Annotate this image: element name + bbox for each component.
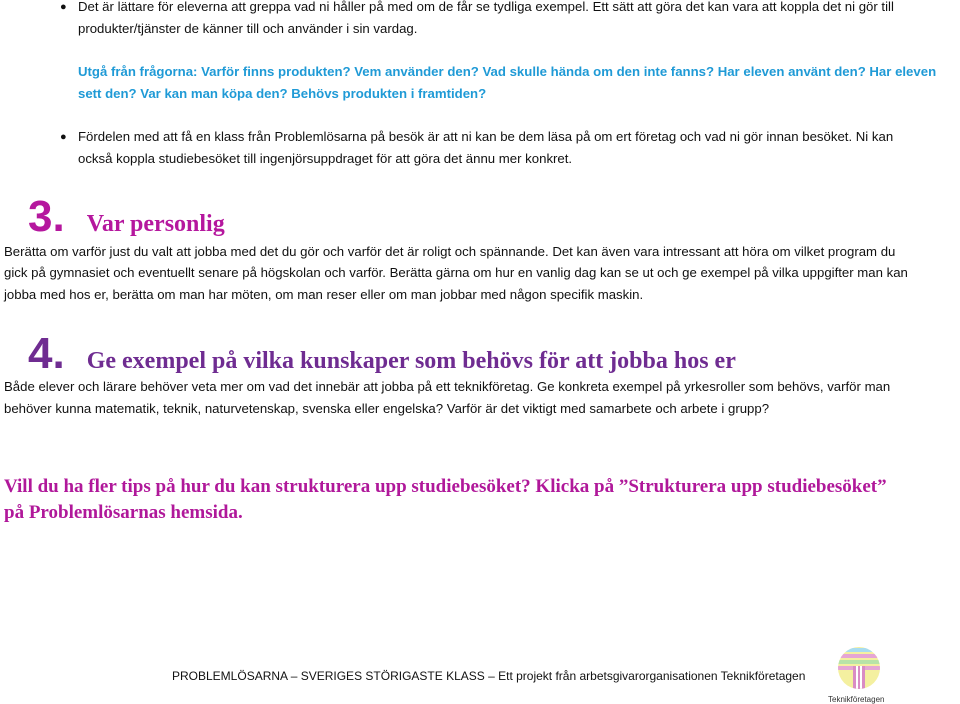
body-text: behöver kunna matematik, teknik, naturvetenskap, svenska eller engelska? Varför är det viktigt med samarbete och arbete i grupp? [4, 401, 770, 416]
questions-text: Utgå från frågorna: Varför finns produkten? Vem använder den? Vad skulle hända om den inte fanns? Har eleven använt den? Har eleven [78, 64, 937, 79]
body-text: Både elever och lärare behöver veta mer om vad det innebär att jobba på ett teknikföretag. Ge konkreta exempel på yrkesroller som behövs, varför man [4, 379, 891, 394]
footer-text: PROBLEMLÖSARNA – SVERIGES STÖRIGASTE KLASS – Ett projekt från arbetsgivarorganisationen Teknikföretagen [172, 669, 806, 683]
logo-text: Teknikföretagen [828, 695, 885, 704]
body-text: också koppla studiebesöket till ingenjörsuppdraget för att göra det ännu mer konkret. [78, 151, 573, 166]
body-text: jobba med hos er, berätta om man har möten, om man reser eller om man jobbar med någon specifik maskin. [4, 287, 644, 302]
body-text: produkter/tjänster de känner till och använder i sin vardag. [78, 21, 418, 36]
questions-text: sett den? Var kan man köpa den? Behövs produkten i framtiden? [78, 86, 487, 101]
section-3-heading [28, 192, 225, 241]
section-4-heading [28, 329, 736, 378]
logo-icon [837, 646, 881, 690]
cta-text[interactable]: på Problemlösarnas hemsida. [4, 502, 243, 523]
bullet-icon: ● [60, 131, 67, 143]
body-text: Det är lättare för eleverna att greppa vad ni håller på med om de får se tydliga exempel. Ett sätt att göra det kan vara att koppla det ni gör till [78, 0, 894, 14]
body-text: gick på gymnasiet och eventuellt senare på högskolan och varför. Berätta gärna om hur en vanlig dag kan se ut och ge exempel på vilka uppgifter man kan [4, 265, 908, 280]
section-title: Var personlig [86, 211, 225, 237]
cta-text[interactable]: Vill du ha fler tips på hur du kan strukturera upp studiebesöket? Klicka på ”Strukturera upp studiebesöket” [4, 476, 887, 497]
body-text: Berätta om varför just du valt att jobba med det du gör och varför det är roligt och spännande. Det kan även vara intressant att höra om vilket program du [4, 244, 896, 259]
teknikforetagen-logo [828, 646, 885, 704]
section-number: 3. [28, 192, 65, 241]
section-number: 4. [28, 329, 65, 378]
bullet-icon: ● [60, 1, 67, 13]
section-title: Ge exempel på vilka kunskaper som behövs för att jobba hos er [86, 348, 736, 374]
body-text: Fördelen med att få en klass från Problemlösarna på besök är att ni kan be dem läsa på om ert företag och vad ni gör innan besöket. Ni kan [78, 129, 894, 144]
